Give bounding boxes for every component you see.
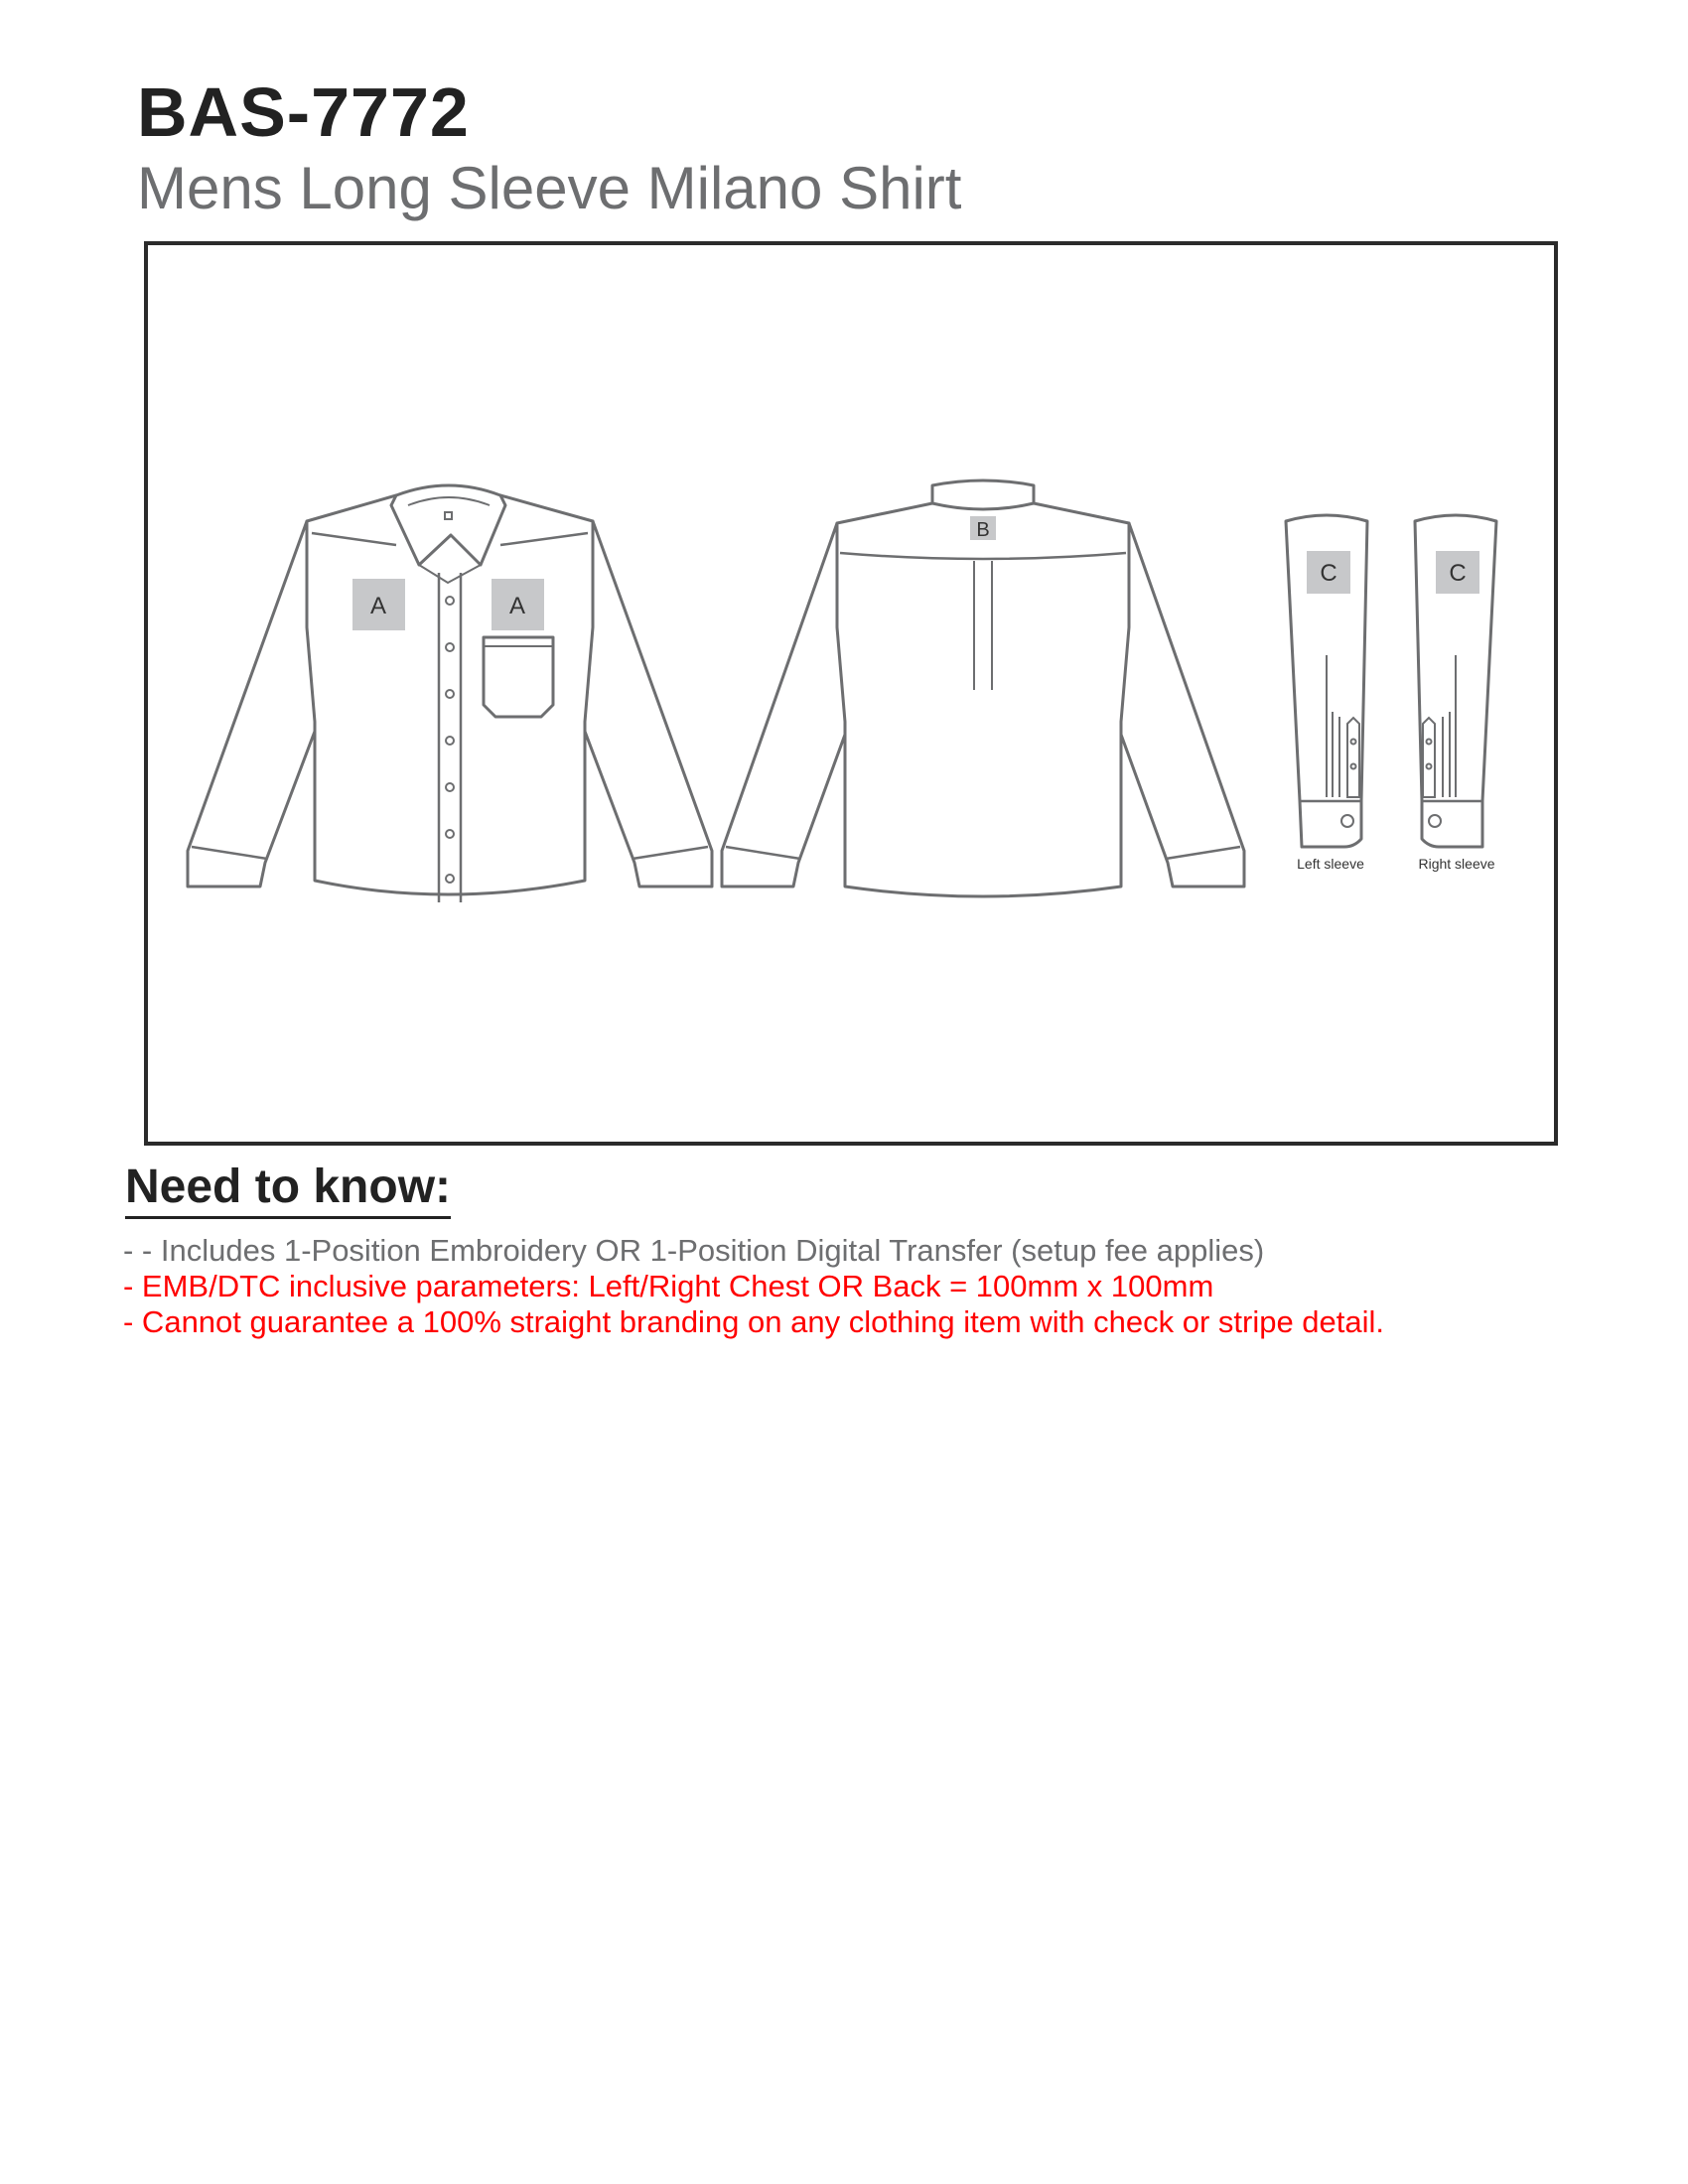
zone-b-label: B (976, 519, 990, 541)
front-chest-pocket (484, 637, 553, 717)
note-item: - Cannot guarantee a 100% straight branding on any clothing item with check or stripe detail. (123, 1304, 1385, 1339)
note-item: - - Includes 1-Position Embroidery OR 1-Position Digital Transfer (setup fee applies) (123, 1233, 1265, 1268)
back-collar (932, 480, 1034, 509)
left-sleeve-caption: Left sleeve (1297, 856, 1364, 872)
product-code: BAS-7772 (137, 73, 470, 151)
zone-a-left-label: A (369, 593, 387, 619)
right-sleeve-detail (1415, 515, 1496, 872)
left-sleeve-detail (1286, 515, 1367, 872)
garment-diagram (148, 245, 1554, 1142)
product-name: Mens Long Sleeve Milano Shirt (137, 155, 962, 221)
garment-figure-frame (144, 241, 1558, 1146)
need-to-know-list (123, 1233, 1384, 1340)
shirt-front-view (188, 485, 712, 902)
zone-a-right-label: A (508, 593, 526, 619)
note-item: - EMB/DTC inclusive parameters: Left/Right Chest OR Back = 100mm x 100mm (123, 1269, 1214, 1303)
back-body (837, 503, 1129, 896)
zone-c-right-label: C (1449, 560, 1467, 587)
shirt-back-view (722, 480, 1244, 896)
zone-c-left-label: C (1320, 560, 1337, 587)
need-to-know-heading: Need to know: (125, 1160, 451, 1219)
right-sleeve-caption: Right sleeve (1418, 856, 1495, 872)
